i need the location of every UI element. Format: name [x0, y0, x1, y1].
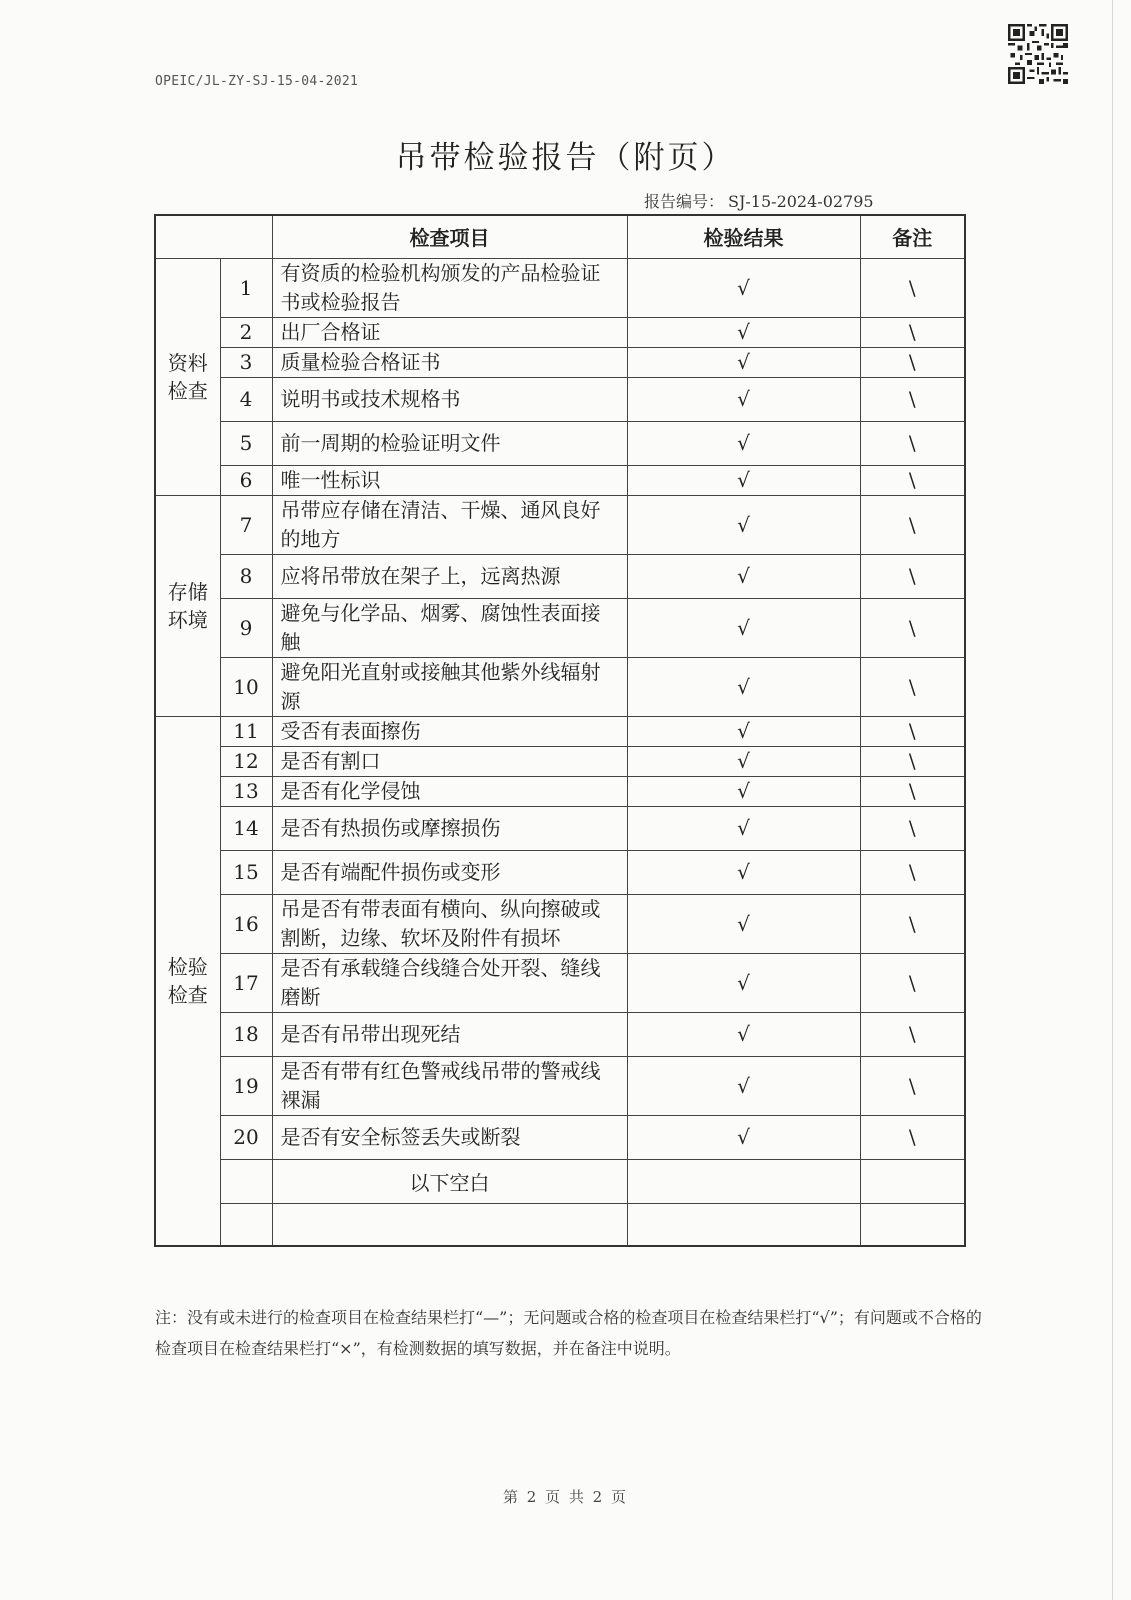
row-item: 是否有吊带出现死结 — [272, 1012, 627, 1056]
row-result: √ — [627, 850, 860, 894]
row-result: √ — [627, 554, 860, 598]
row-number: 18 — [220, 1012, 272, 1056]
row-number: 3 — [220, 347, 272, 377]
row-note: \ — [860, 465, 965, 495]
row-item: 有资质的检验机构颁发的产品检验证书或检验报告 — [272, 258, 627, 317]
row-number: 19 — [220, 1056, 272, 1115]
report-number-label: 报告编号： — [644, 192, 725, 211]
row-number: 11 — [220, 716, 272, 746]
row-number: 15 — [220, 850, 272, 894]
table-row — [155, 347, 965, 377]
row-note: \ — [860, 1012, 965, 1056]
row-note: \ — [860, 1056, 965, 1115]
row-item: 是否有端配件损伤或变形 — [272, 850, 627, 894]
row-item: 避免阳光直射或接触其他紫外线辐射源 — [272, 657, 627, 716]
row-note: \ — [860, 421, 965, 465]
table-row — [155, 465, 965, 495]
row-item: 前一周期的检验证明文件 — [272, 421, 627, 465]
document-code: OPEIC/JL-ZY-SJ-15-04-2021 — [155, 74, 359, 89]
row-result: √ — [627, 953, 860, 1012]
table-row — [155, 746, 965, 776]
category-cell — [155, 258, 220, 495]
empty-number — [220, 1203, 272, 1246]
row-result: √ — [627, 657, 860, 716]
row-note: \ — [860, 377, 965, 421]
header-item: 检查项目 — [272, 215, 627, 258]
row-result: √ — [627, 495, 860, 554]
table-row — [155, 377, 965, 421]
row-number: 14 — [220, 806, 272, 850]
row-item: 质量检验合格证书 — [272, 347, 627, 377]
row-item: 是否有割口 — [272, 746, 627, 776]
table-row — [155, 421, 965, 465]
row-item: 说明书或技术规格书 — [272, 377, 627, 421]
row-note: \ — [860, 495, 965, 554]
table-row — [155, 953, 965, 1012]
row-item: 出厂合格证 — [272, 317, 627, 347]
table-row — [155, 657, 965, 716]
row-note: \ — [860, 953, 965, 1012]
page-number: 第 2 页 共 2 页 — [503, 1488, 628, 1506]
row-number: 5 — [220, 421, 272, 465]
row-item: 是否有安全标签丢失或断裂 — [272, 1115, 627, 1159]
row-result: √ — [627, 421, 860, 465]
report-number-value: SJ-15-2024-02795 — [728, 192, 874, 211]
row-result: √ — [627, 598, 860, 657]
empty-result — [627, 1203, 860, 1246]
category-label: 存储 环境 — [167, 579, 208, 632]
row-note: \ — [860, 657, 965, 716]
table-row — [155, 1012, 965, 1056]
row-number: 9 — [220, 598, 272, 657]
row-item: 应将吊带放在架子上，远离热源 — [272, 554, 627, 598]
row-note: \ — [860, 258, 965, 317]
row-number: 1 — [220, 258, 272, 317]
empty-note — [860, 1203, 965, 1246]
blank-result — [627, 1159, 860, 1203]
row-number: 6 — [220, 465, 272, 495]
blank-marker: 以下空白 — [272, 1159, 627, 1203]
row-number: 8 — [220, 554, 272, 598]
table-row — [155, 716, 965, 746]
report-number — [640, 189, 874, 212]
row-item: 是否有化学侵蚀 — [272, 776, 627, 806]
row-note: \ — [860, 598, 965, 657]
empty-item — [272, 1203, 627, 1246]
table-row — [155, 806, 965, 850]
table-row — [155, 317, 965, 347]
row-note: \ — [860, 776, 965, 806]
row-number: 4 — [220, 377, 272, 421]
row-note: \ — [860, 554, 965, 598]
blank-number — [220, 1159, 272, 1203]
row-note: \ — [860, 850, 965, 894]
header-result: 检验结果 — [627, 215, 860, 258]
table-row — [155, 598, 965, 657]
table-row — [155, 258, 965, 317]
header-note: 备注 — [860, 215, 965, 258]
row-item: 受否有表面擦伤 — [272, 716, 627, 746]
row-result: √ — [627, 776, 860, 806]
header-blank — [155, 215, 272, 258]
row-item: 是否有承载缝合线缝合处开裂、缝线磨断 — [272, 953, 627, 1012]
row-number: 10 — [220, 657, 272, 716]
category-label: 资料 检查 — [167, 350, 208, 403]
table-row — [155, 1056, 965, 1115]
row-note: \ — [860, 716, 965, 746]
row-note: \ — [860, 317, 965, 347]
row-result: √ — [627, 746, 860, 776]
row-result: √ — [627, 377, 860, 421]
blank-note — [860, 1159, 965, 1203]
category-cell — [155, 495, 220, 716]
footnote: 注：没有或未进行的检查项目在检查结果栏打“—”；无问题或合格的检查项目在检查结果栏打“√”；有问题或不合格的检查项目在检查结果栏打“×”，有检测数据的填写数据，并在备注中说明。 — [155, 1308, 982, 1358]
table-header-row — [155, 215, 965, 258]
page-edge-line — [1112, 0, 1113, 1600]
row-result: √ — [627, 1115, 860, 1159]
row-note: \ — [860, 1115, 965, 1159]
row-result: √ — [627, 347, 860, 377]
row-number: 13 — [220, 776, 272, 806]
inspection-table — [154, 214, 966, 1247]
table-row-blank — [155, 1159, 965, 1203]
row-item: 吊是否有带表面有横向、纵向擦破或割断，边缘、软坏及附件有损坏 — [272, 894, 627, 953]
row-item: 避免与化学品、烟雾、腐蚀性表面接触 — [272, 598, 627, 657]
row-number: 7 — [220, 495, 272, 554]
row-item: 吊带应存储在清洁、干燥、通风良好的地方 — [272, 495, 627, 554]
table-row — [155, 495, 965, 554]
row-item: 是否有热损伤或摩擦损伤 — [272, 806, 627, 850]
row-item: 是否有带有红色警戒线吊带的警戒线裸漏 — [272, 1056, 627, 1115]
row-result: √ — [627, 258, 860, 317]
row-number: 20 — [220, 1115, 272, 1159]
row-result: √ — [627, 894, 860, 953]
category-cell — [155, 716, 220, 1246]
row-result: √ — [627, 716, 860, 746]
row-number: 2 — [220, 317, 272, 347]
table-row — [155, 776, 965, 806]
row-note: \ — [860, 746, 965, 776]
row-number: 17 — [220, 953, 272, 1012]
row-result: √ — [627, 465, 860, 495]
row-note: \ — [860, 806, 965, 850]
category-label: 检验 检查 — [167, 954, 208, 1007]
table-row — [155, 554, 965, 598]
row-result: √ — [627, 1056, 860, 1115]
table-row — [155, 894, 965, 953]
row-number: 16 — [220, 894, 272, 953]
row-result: √ — [627, 806, 860, 850]
row-note: \ — [860, 894, 965, 953]
row-number: 12 — [220, 746, 272, 776]
row-result: √ — [627, 1012, 860, 1056]
row-item: 唯一性标识 — [272, 465, 627, 495]
table-row — [155, 850, 965, 894]
qr-code-icon — [1008, 24, 1068, 84]
row-result: √ — [627, 317, 860, 347]
page-title: 吊带检验报告（附页） — [395, 140, 736, 176]
row-note: \ — [860, 347, 965, 377]
table-row-empty — [155, 1203, 965, 1246]
table-row — [155, 1115, 965, 1159]
